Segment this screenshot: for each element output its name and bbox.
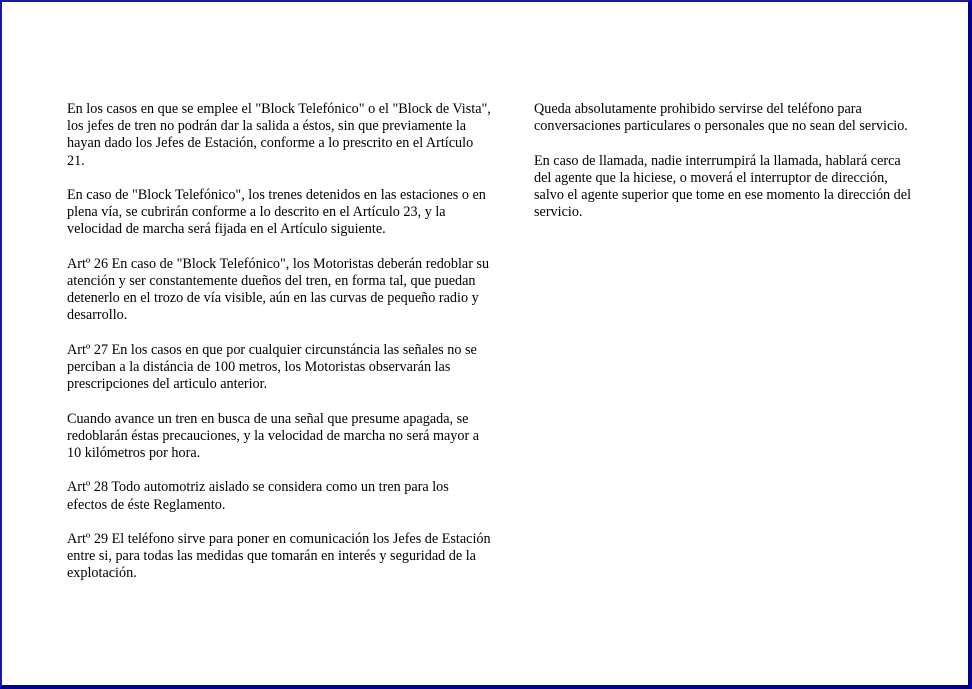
right-text-column xyxy=(534,101,914,239)
paragraph: Cuando avance un tren en busca de una señal que presume apagada, se redoblarán éstas precauciones, y la velocidad de marcha no será mayor a 10 kilómetros por hora. xyxy=(67,410,480,461)
paragraph: Artº 27 En los casos en que por cualquier circunstáncia las señales no se perciban a la distáncia de 100 metros, los Motoristas observarán las prescripciones del articulo anterior. xyxy=(67,341,477,393)
left-text-column xyxy=(67,101,492,600)
paragraph: En los casos en que se emplee el "Block Telefónico" o el "Block de Vista", los jefes de tren no podrán dar la salida a éstos, sin que previamente la hayan dado los Jefes de Estación, conforme a lo prescrito en el Artículo 21. xyxy=(67,101,491,169)
paragraph: En caso de "Block Telefónico", los trenes detenidos en las estaciones o en plena vía, se cubrirán conforme a lo descrito en el Artículo 23, y la velocidad de marcha será fijada en el Artículo siguiente. xyxy=(67,187,486,238)
paragraph: Artº 26 En caso de "Block Telefónico", los Motoristas deberán redoblar su atención y ser constantemente dueños del tren, en forma tal, que puedan detenerlo en el trozo de vía visible, aún en las curvas de pequeño radio y desarrollo. xyxy=(67,255,490,324)
paragraph: En caso de llamada, nadie interrumpirá la llamada, hablará cerca del agente que la hiciese, o moverá el interruptor de dirección, salvo el agente superior que tome en ese momento la dirección del servicio. xyxy=(534,152,912,221)
paragraph: Queda absolutamente prohibido servirse del teléfono para conversaciones particulares o personales que no sean del servicio. xyxy=(534,101,908,135)
paragraph: Artº 28 Todo automotriz aislado se considera como un tren para los efectos de éste Reglamento. xyxy=(67,479,449,513)
paragraph: Artº 29 El teléfono sirve para poner en comunicación los Jefes de Estación entre si, para todas las medidas que tomarán en interés y seguridad de la explotación. xyxy=(67,530,491,582)
